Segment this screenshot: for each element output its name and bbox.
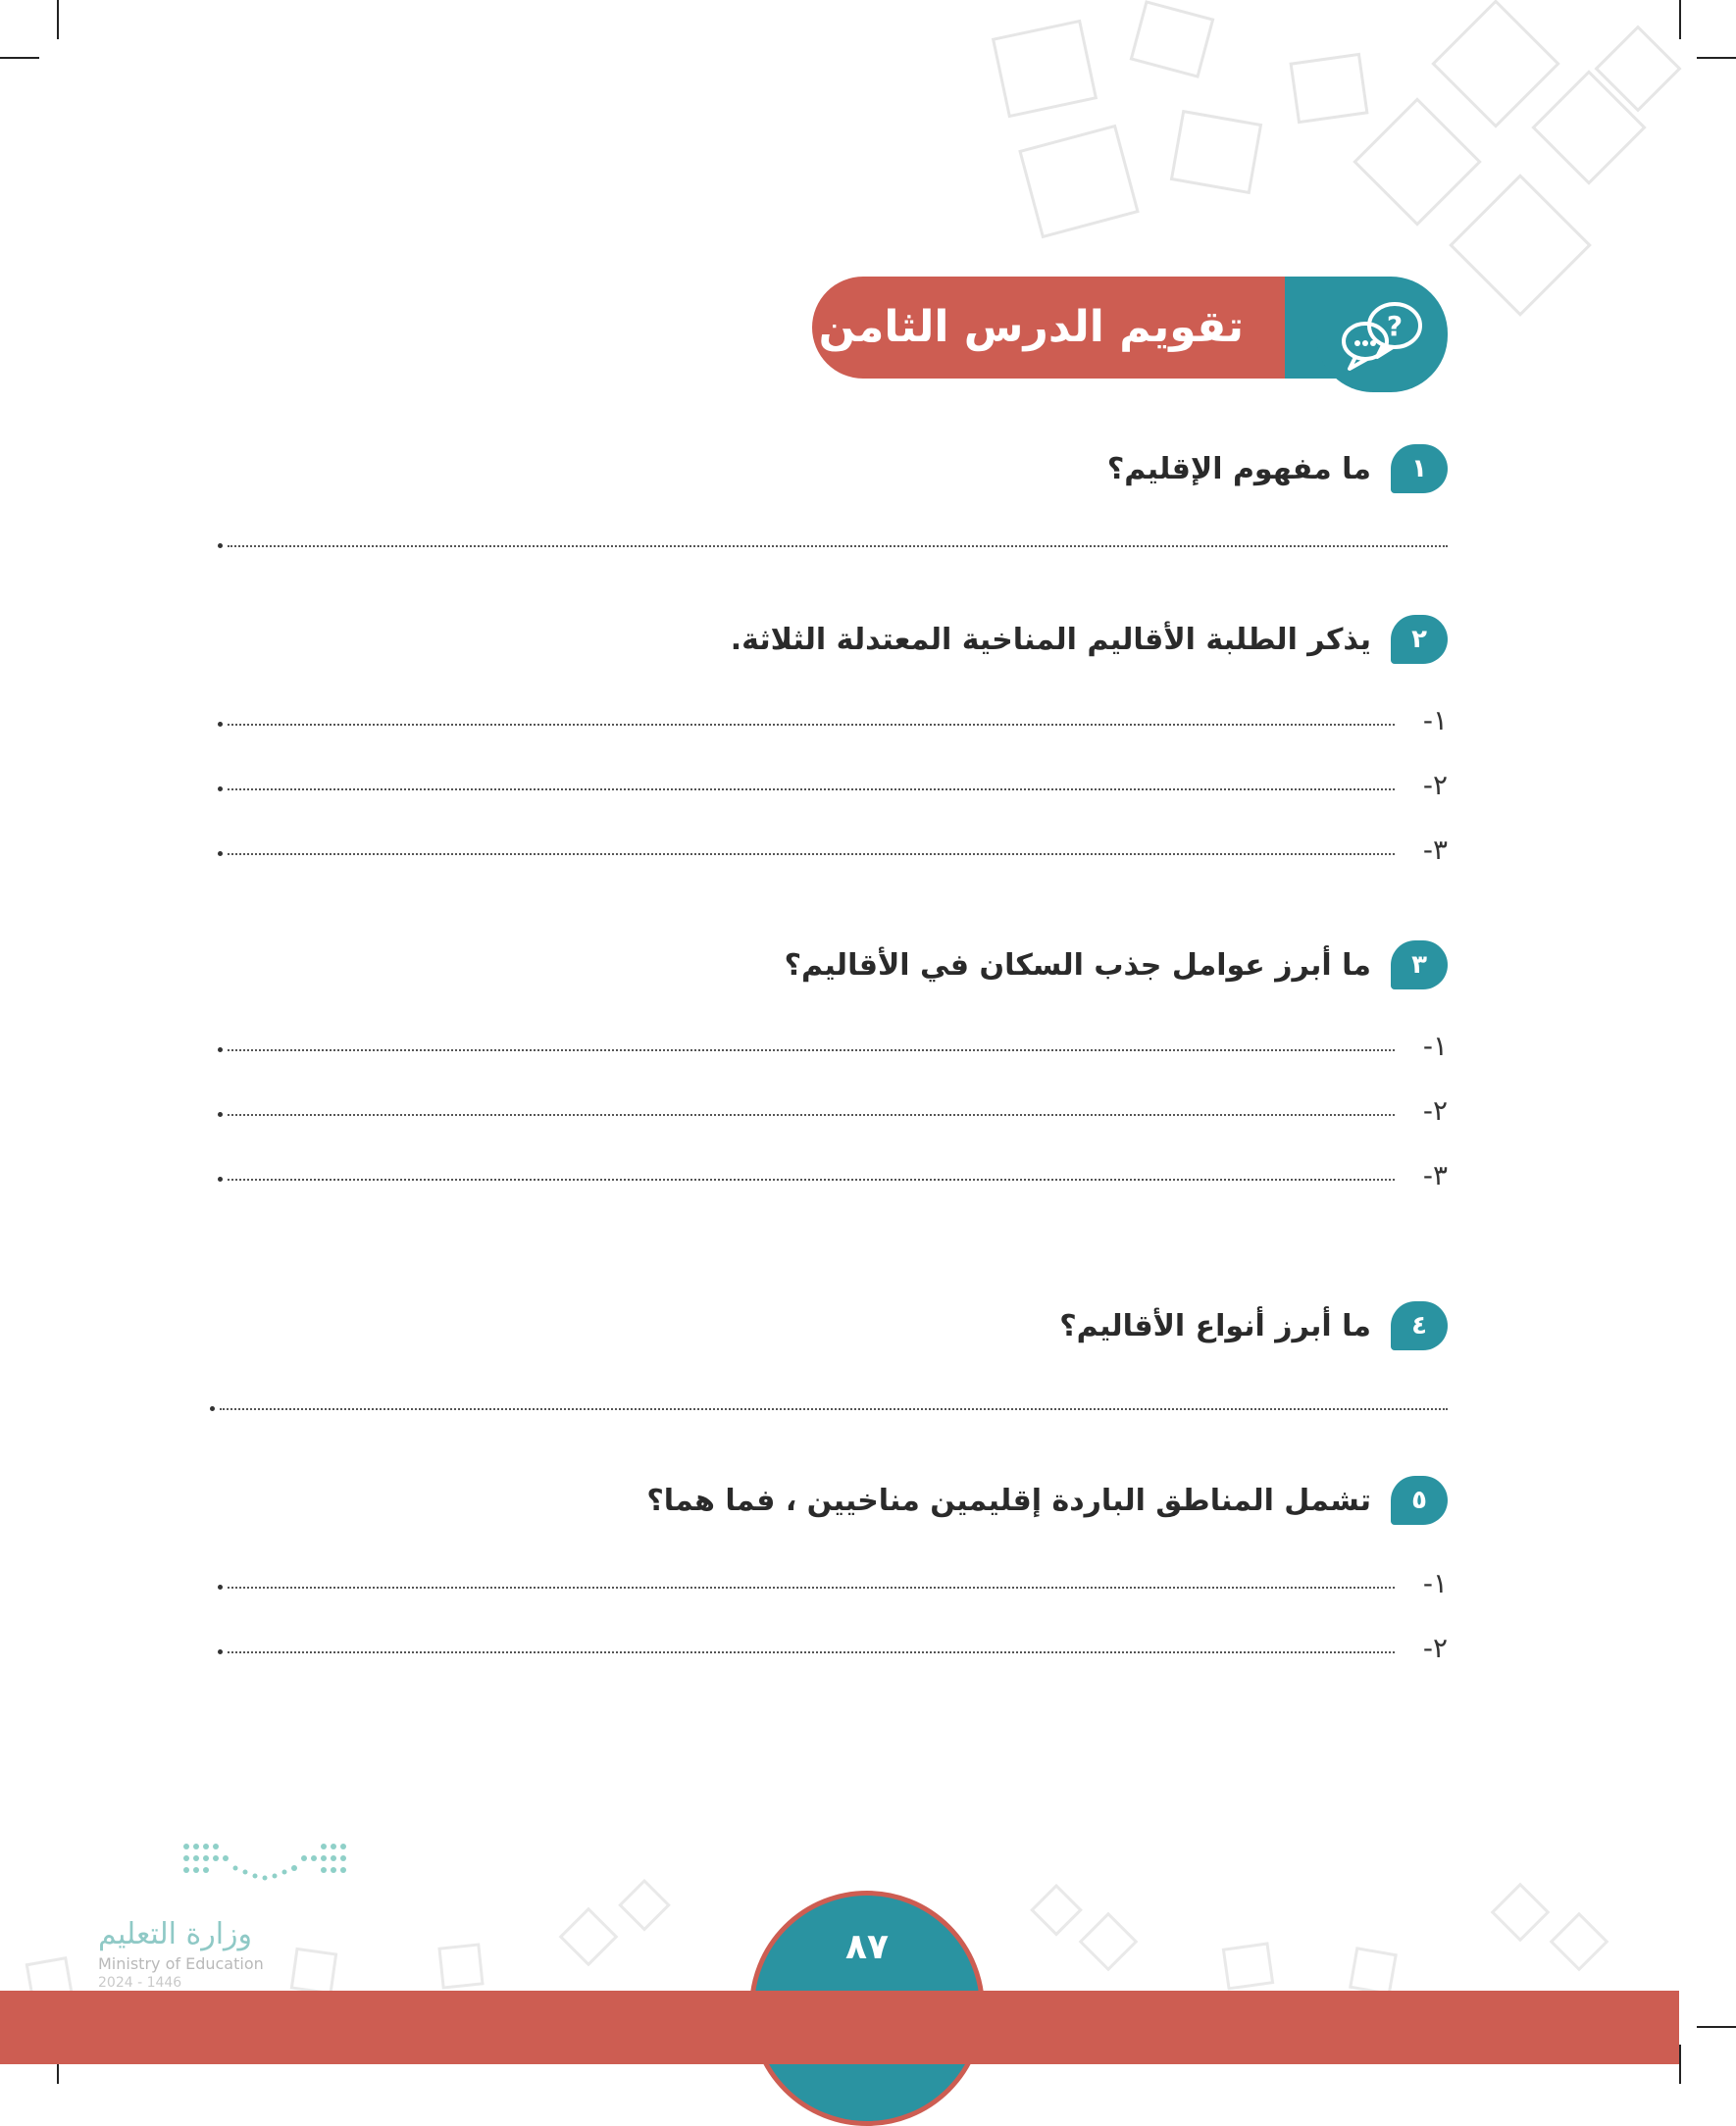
answer-line[interactable] [218, 771, 1448, 800]
answer-number: ١- [1422, 1030, 1448, 1062]
crop-mark [1679, 2045, 1681, 2084]
answer-line[interactable] [218, 1634, 1448, 1663]
answer-line[interactable] [218, 528, 1448, 557]
question-number-badge: ٥ [1391, 1476, 1448, 1525]
ministry-logo-dots [177, 1839, 353, 1898]
answer-line[interactable] [218, 1161, 1448, 1190]
question-4 [1059, 1296, 1448, 1355]
lesson-title-banner [812, 277, 1302, 379]
question-chat-icon [1316, 277, 1448, 392]
question-1 [1107, 439, 1448, 498]
answer-number: ١- [1422, 704, 1448, 736]
question-2 [731, 610, 1448, 669]
ministry-logo-arabic: وزارة التعليم [98, 1917, 253, 1951]
lesson-title: تقويم الدرس الثامن [818, 302, 1244, 352]
answer-number: ٢- [1422, 1094, 1448, 1127]
answer-line[interactable] [218, 1569, 1448, 1598]
question-3 [785, 936, 1448, 994]
ministry-logo-year: 2024 - 1446 [98, 1975, 182, 1991]
answer-number: ٢- [1422, 769, 1448, 801]
crop-mark [0, 57, 39, 59]
svg-text:?: ? [1386, 310, 1404, 342]
question-text: يذكر الطلبة الأقاليم المناخية المعتدلة الثلاثة. [730, 622, 1371, 657]
question-text: ما أبرز عوامل جذب السكان في الأقاليم؟ [784, 947, 1371, 983]
question-text: ما مفهوم الإقليم؟ [1106, 451, 1371, 486]
crop-mark [1679, 0, 1681, 39]
answer-number: ٢- [1422, 1632, 1448, 1664]
question-text: ما أبرز أنواع الأقاليم؟ [1059, 1308, 1371, 1343]
answer-line[interactable] [218, 835, 1448, 865]
answer-line[interactable] [218, 706, 1448, 735]
answer-line[interactable] [210, 1391, 1448, 1420]
crop-mark [1697, 57, 1736, 59]
answer-number: ١- [1422, 1567, 1448, 1599]
crop-mark [57, 0, 59, 39]
answer-line[interactable] [218, 1096, 1448, 1126]
footer-bar [0, 1991, 1679, 2064]
answer-number: ٣- [1422, 834, 1448, 866]
crop-mark [1697, 2026, 1736, 2028]
answer-number: ٣- [1422, 1159, 1448, 1191]
question-5 [646, 1471, 1448, 1530]
ministry-logo-english: Ministry of Education [98, 1954, 264, 1973]
question-number-badge: ٤ [1391, 1301, 1448, 1350]
question-number-badge: ١ [1391, 444, 1448, 493]
answer-line[interactable] [218, 1032, 1448, 1061]
question-number-badge: ٢ [1391, 615, 1448, 664]
question-text: تشمل المناطق الباردة إقليمين مناخيين ، فما هما؟ [646, 1483, 1371, 1518]
page-number: ٨٧ [845, 1927, 889, 1967]
question-number-badge: ٣ [1391, 940, 1448, 989]
